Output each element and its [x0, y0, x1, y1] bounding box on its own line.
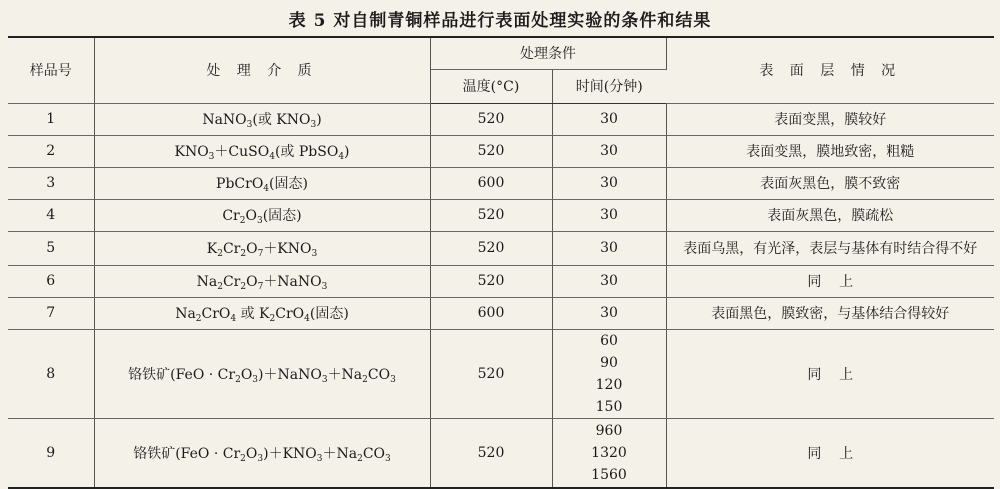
cell-time [552, 135, 666, 167]
cell-time [552, 199, 666, 231]
cell-time [552, 418, 666, 488]
table-row [8, 231, 994, 265]
time-value: 120 [595, 376, 623, 393]
cell-temperature: 520 [430, 418, 552, 488]
cell-time [552, 167, 666, 199]
cell-medium: $Cr_2O_3$(固态) [94, 199, 430, 231]
cell-medium: $KNO_3+CuSO_4$(或 PbSO$_4$) [94, 135, 430, 167]
cell-sample-no: 2 [8, 135, 94, 167]
time-value: 30 [600, 111, 618, 127]
header-surface: 表 面 层 情 况 [666, 37, 994, 103]
cell-temperature: 520 [430, 231, 552, 265]
time-value: 30 [600, 305, 618, 321]
time-value: 60 [600, 332, 618, 349]
cell-sample-no: 5 [8, 231, 94, 265]
table-row [8, 329, 994, 418]
data-table [8, 36, 994, 489]
cell-surface-result: 表面灰黑色，膜疏松 [666, 199, 994, 231]
cell-sample-no: 6 [8, 265, 94, 297]
cell-sample-no: 3 [8, 167, 94, 199]
time-value: 30 [600, 143, 618, 159]
cell-surface-result: 表面黑色，膜致密，与基体结合得较好 [666, 297, 994, 329]
cell-medium: 铬铁矿$(FeO \cdot Cr_2O_3)+KNO_3+Na_2CO_3$ [94, 418, 430, 488]
time-value: 150 [595, 398, 623, 415]
time-value: 960 [595, 422, 623, 439]
cell-temperature: 520 [430, 135, 552, 167]
cell-surface-result: 表面变黑，膜地致密，粗糙 [666, 135, 994, 167]
table-row [8, 103, 994, 135]
table-row [8, 167, 994, 199]
cell-time [552, 329, 666, 418]
cell-time [552, 103, 666, 135]
table-row [8, 297, 994, 329]
cell-surface-result: 同 上 [666, 418, 994, 488]
cell-temperature: 520 [430, 329, 552, 418]
cell-temperature: 600 [430, 297, 552, 329]
cell-surface-result: 同 上 [666, 329, 994, 418]
table-caption: 表 5 对自制青铜样品进行表面处理实验的条件和结果 [288, 11, 712, 31]
time-value: 1320 [591, 444, 627, 461]
cell-surface-result: 表面乌黑，有光泽，表层与基体有时结合得不好 [666, 231, 994, 265]
cell-temperature: 520 [430, 265, 552, 297]
cell-temperature: 520 [430, 199, 552, 231]
time-value: 90 [600, 354, 618, 371]
cell-sample-no: 4 [8, 199, 94, 231]
time-value: 30 [600, 240, 618, 256]
time-value: 1560 [591, 466, 627, 483]
time-value: 30 [600, 175, 618, 191]
header-time: 时间(分钟) [552, 69, 666, 103]
cell-sample-no: 9 [8, 418, 94, 488]
cell-medium: $Na_2Cr_2O_7+NaNO_3$ [94, 265, 430, 297]
cell-surface-result: 表面变黑，膜较好 [666, 103, 994, 135]
cell-time [552, 297, 666, 329]
table-row [8, 135, 994, 167]
header-medium: 处 理 介 质 [94, 37, 430, 103]
cell-sample-no: 1 [8, 103, 94, 135]
cell-temperature: 520 [430, 103, 552, 135]
cell-sample-no: 7 [8, 297, 94, 329]
table-row [8, 265, 994, 297]
header-conditions: 处理条件 [430, 37, 666, 69]
cell-time [552, 265, 666, 297]
cell-temperature: 600 [430, 167, 552, 199]
header-sample-no: 样品号 [8, 37, 94, 103]
cell-medium: $K_2Cr_2O_7+KNO_3$ [94, 231, 430, 265]
cell-surface-result: 同 上 [666, 265, 994, 297]
time-value: 30 [600, 207, 618, 223]
time-value: 30 [600, 273, 618, 289]
cell-medium: $Na_2CrO_4$ 或 $K_2CrO_4$(固态) [94, 297, 430, 329]
cell-medium: PbCrO$_4$(固态) [94, 167, 430, 199]
cell-medium: 铬铁矿$(FeO \cdot Cr_2O_3)+NaNO_3+Na_2CO_3$ [94, 329, 430, 418]
header-temperature: 温度(°C) [430, 69, 552, 103]
cell-surface-result: 表面灰黑色，膜不致密 [666, 167, 994, 199]
table-row [8, 418, 994, 488]
table-row [8, 199, 994, 231]
cell-medium: NaNO$_3$(或 $KNO_3$) [94, 103, 430, 135]
cell-time [552, 231, 666, 265]
cell-sample-no: 8 [8, 329, 94, 418]
